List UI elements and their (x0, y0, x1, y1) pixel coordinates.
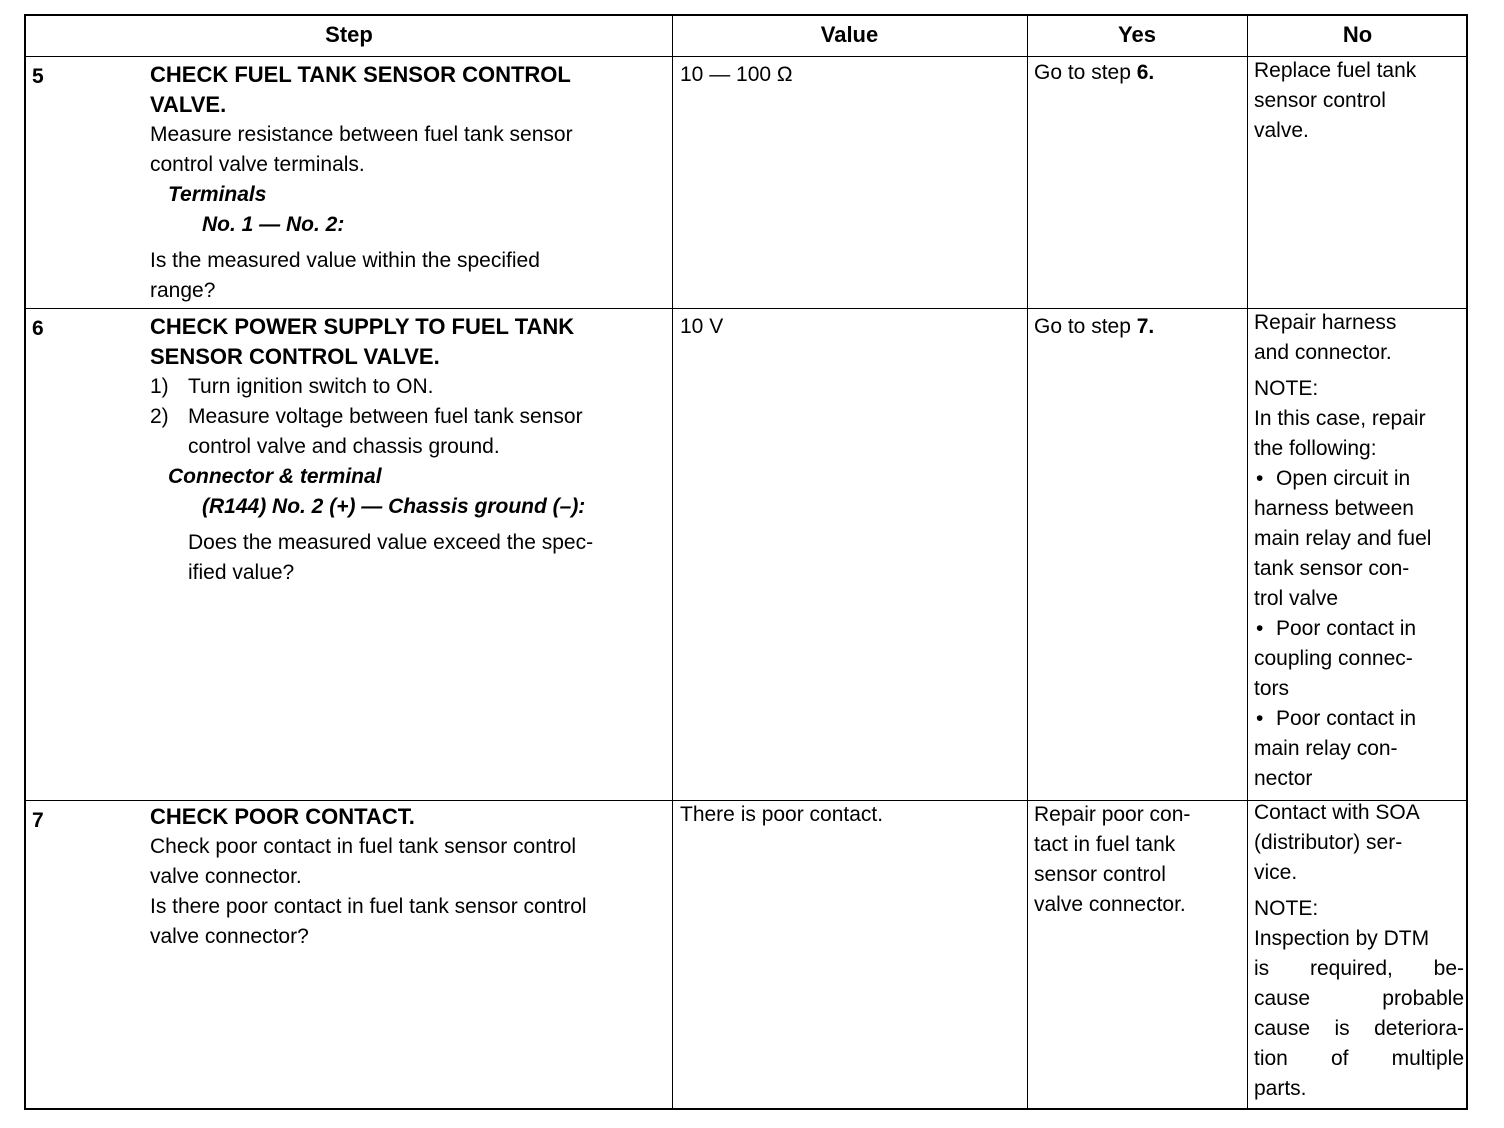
step-content (150, 802, 665, 952)
step-number: 7 (32, 809, 44, 832)
spec-label: Connector & terminal (168, 465, 382, 488)
column-divider (1027, 16, 1028, 1108)
note-label: NOTE: (1254, 377, 1319, 400)
step-title: CHECK POOR CONTACT. (150, 804, 415, 829)
row-divider (26, 308, 1466, 309)
note-label: NOTE: (1254, 897, 1319, 920)
list-item: • Poor contact in (1256, 617, 1417, 640)
step-content (150, 60, 665, 306)
step-question: Is the measured value within the specified range? (150, 249, 540, 302)
spec-value: No. 1 — No. 2: (202, 213, 345, 236)
value-cell: 10 V (680, 315, 724, 338)
step-title: CHECK FUEL TANK SENSOR CONTROL VALVE. (150, 62, 571, 117)
list-item: • Poor contact in (1256, 707, 1417, 730)
diagnostic-table (24, 14, 1468, 1110)
column-divider (1247, 16, 1248, 1108)
no-cell: Contact with SOA (distributor) ser- vice. NOTE: Inspection by DTM is required, be- cause probable cause is deteriora- tion of multiple parts. (1254, 801, 1464, 1100)
procedure-item: 2) Measure voltage between fuel tank sensor control valve and chassis ground. (150, 405, 583, 458)
step-content (150, 312, 665, 588)
procedure-item: 1) Turn ignition switch to ON. (150, 375, 434, 398)
spec-value: (R144) No. 2 (+) — Chassis ground (–): (202, 495, 586, 518)
row-divider (26, 56, 1466, 57)
step-description: Measure resistance between fuel tank sensor control valve terminals. (150, 123, 573, 176)
step-number: 5 (32, 65, 44, 88)
header-yes: Yes (1118, 22, 1156, 47)
list-item: • Open circuit in (1256, 467, 1411, 490)
step-description: Check poor contact in fuel tank sensor control valve connector. (150, 835, 577, 888)
step-title: CHECK POWER SUPPLY TO FUEL TANK SENSOR CONTROL VALVE. (150, 314, 575, 369)
column-divider (672, 16, 673, 1108)
spec-label: Terminals (168, 183, 267, 206)
step-question: Is there poor contact in fuel tank sensor control valve connector? (150, 895, 587, 948)
value-cell: 10 — 100 Ω (680, 63, 793, 86)
value-cell: There is poor contact. (680, 803, 884, 826)
yes-cell: Repair poor con- tact in fuel tank sensor control valve connector. (1034, 803, 1191, 916)
no-cell: Replace fuel tank sensor control valve. (1254, 59, 1417, 142)
no-cell: Repair harness and connector. NOTE: In this case, repair the following: • Open circuit in harness between main relay and fuel tank sensor con- trol valve • Poor contact in coupling connec- tors • Poor contact in main relay con- nector (1254, 308, 1466, 794)
header-step: Step (325, 22, 373, 47)
header-no: No (1342, 22, 1373, 47)
step-number: 6 (32, 317, 44, 340)
yes-cell: Go to step 7. (1034, 315, 1155, 338)
yes-cell: Go to step 6. (1034, 61, 1155, 84)
header-value: Value (820, 22, 879, 47)
step-question: Does the measured value exceed the spec- ified value? (188, 531, 594, 584)
